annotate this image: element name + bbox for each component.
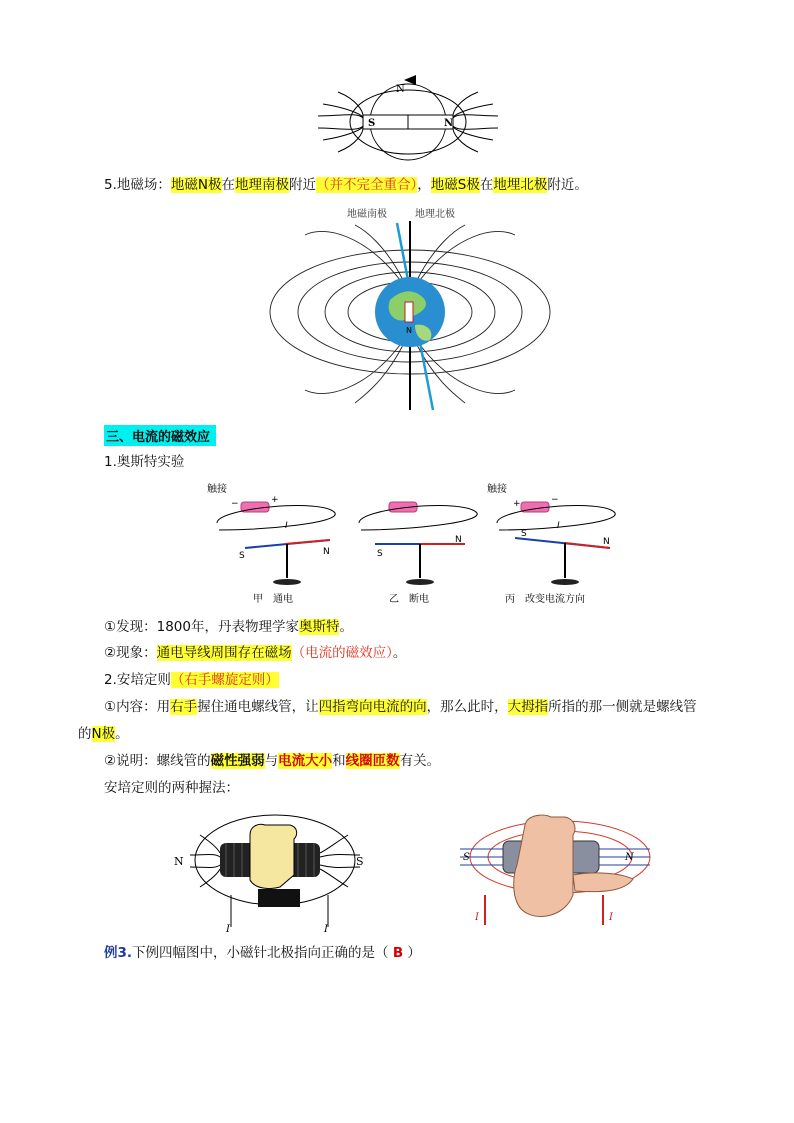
earth-magnetic-field-figure <box>265 205 555 415</box>
needle-n-label: N <box>396 84 405 95</box>
right-hand-solenoid-figure-2 <box>455 805 655 935</box>
hand1-s: S <box>356 855 364 868</box>
hand2-s: S <box>463 852 470 863</box>
ampere-content-cont: 的N极。 <box>78 726 129 742</box>
bar-magnet-figure <box>318 72 498 167</box>
svg-text:触接: 触接 <box>207 484 227 495</box>
svg-text:−: − <box>551 495 559 505</box>
svg-text:I: I <box>557 521 560 531</box>
oersted-panel-2 <box>345 478 485 608</box>
geo-north-label: 地理北极 <box>415 209 455 220</box>
hand1-i1: I <box>226 924 230 935</box>
ampere-note: ②说明：螺线管的磁性强弱与电流大小和线圈匝数有关。 <box>104 753 441 769</box>
hand1-n: N <box>174 855 184 868</box>
ampere-methods: 安培定则的两种握法： <box>104 780 239 796</box>
geomag-south-label: 地磁南极 <box>347 209 387 220</box>
oersted-panel-3 <box>485 478 625 608</box>
svg-text:+: + <box>271 495 279 505</box>
svg-text:S: S <box>521 529 527 539</box>
example-3: 例3.下例四幅图中，小磁针北极指向正确的是（ B ） <box>104 945 421 961</box>
oersted-figure <box>205 478 625 608</box>
hand2-i1: I <box>475 912 479 923</box>
example-3-answer: B <box>392 945 404 961</box>
magnet-s-label: S <box>368 118 376 129</box>
oersted-caption-2: 乙 断电 <box>389 594 429 605</box>
hand2-n: N <box>625 852 634 863</box>
svg-text:S: S <box>377 549 383 559</box>
svg-text:+: + <box>513 499 521 509</box>
svg-text:N: N <box>455 535 462 545</box>
svg-text:S: S <box>239 551 245 561</box>
item-5-geomagnetic: 5.地磁场：地磁N极在地理南极附近（并不完全重合），地磁S极在地埋北极附近。 <box>104 177 588 193</box>
svg-text:I: I <box>285 521 288 531</box>
hand1-i2: I <box>324 924 328 935</box>
svg-text:N: N <box>323 547 330 557</box>
svg-text:触接: 触接 <box>487 484 507 495</box>
oersted-heading: 1.奥斯特实验 <box>104 454 185 470</box>
oersted-panel-1 <box>205 478 345 608</box>
section-3-title: 三、电流的磁效应 <box>104 425 216 446</box>
svg-text:N: N <box>603 537 610 547</box>
earth-n-mark: N <box>406 326 412 335</box>
svg-text:−: − <box>231 499 239 509</box>
magnet-n-label: N <box>444 118 454 129</box>
oersted-caption-3: 丙 改变电流方向 <box>505 594 585 605</box>
oersted-phenomenon: ②现象：通电导线周围存在磁场（电流的磁效应）。 <box>104 645 407 661</box>
hand2-i2: I <box>609 912 613 923</box>
oersted-caption-1: 甲 通电 <box>253 594 293 605</box>
right-hand-solenoid-figure-1 <box>170 805 370 935</box>
oersted-discovery: ①发现：1800年，丹表物理学家奥斯特。 <box>104 619 353 635</box>
ampere-content: ①内容：用右手握住通电螺线管，让四指弯向电流的向，那么此时，大拇指所指的那一侧就是螺线管 <box>104 699 697 715</box>
ampere-heading: 2.安培定则（右手螺旋定则） <box>104 672 279 688</box>
